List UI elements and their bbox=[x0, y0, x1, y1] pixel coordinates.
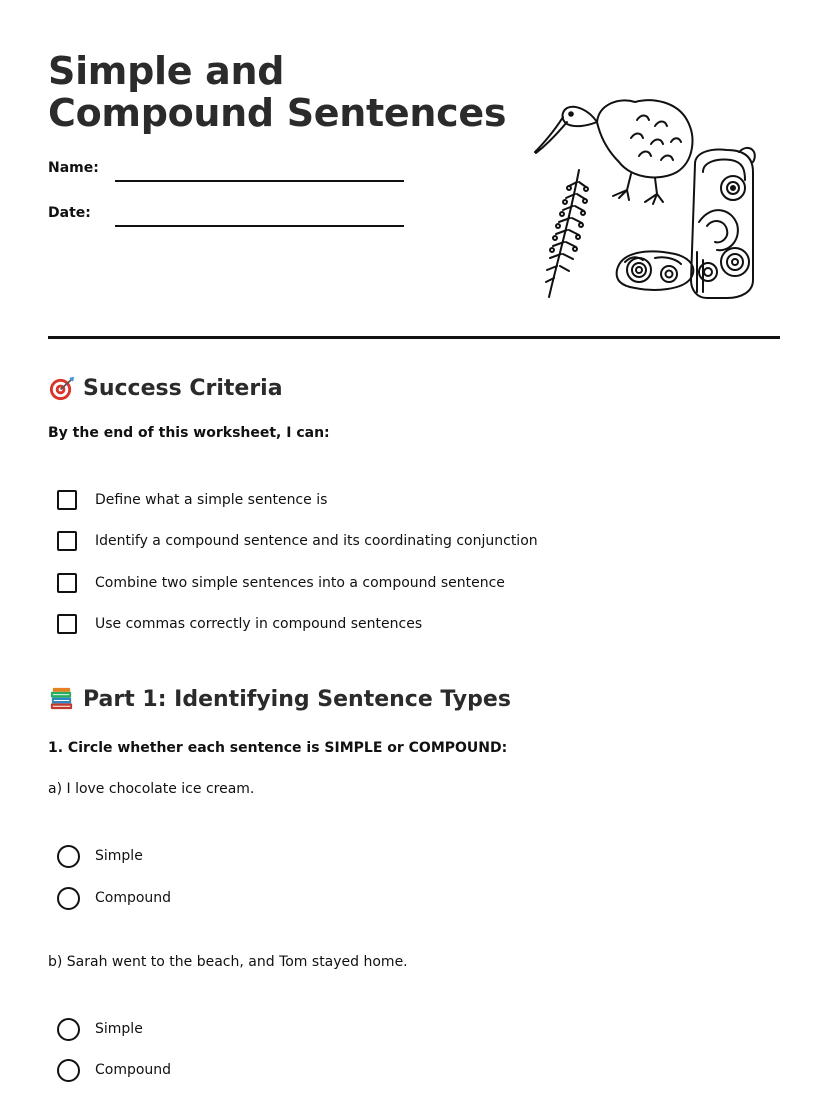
checkbox[interactable] bbox=[57, 614, 77, 634]
section-divider bbox=[48, 336, 780, 339]
question-a-sentence: a) I love chocolate ice cream. bbox=[48, 781, 255, 797]
date-label: Date: bbox=[48, 205, 91, 221]
criteria-label: Identify a compound sentence and its coordinating conjunction bbox=[95, 533, 538, 549]
kiwi-bird-icon bbox=[535, 100, 692, 204]
radio-button[interactable] bbox=[57, 1059, 80, 1082]
criteria-label: Combine two simple sentences into a compound sentence bbox=[95, 575, 505, 591]
success-criteria-title: Success Criteria bbox=[83, 376, 283, 401]
criteria-label: Define what a simple sentence is bbox=[95, 492, 328, 508]
part1-title: Part 1: Identifying Sentence Types bbox=[83, 687, 511, 712]
checkbox[interactable] bbox=[57, 573, 77, 593]
criteria-item[interactable] bbox=[57, 571, 505, 595]
question-a-option-compound[interactable] bbox=[57, 886, 171, 910]
part1-instruction: 1. Circle whether each sentence is SIMPLE or COMPOUND: bbox=[48, 740, 508, 756]
question-b-sentence: b) Sarah went to the beach, and Tom stayed home. bbox=[48, 954, 408, 970]
maori-carving-icon bbox=[617, 148, 755, 298]
worksheet-title: Simple and Compound Sentences bbox=[48, 49, 507, 135]
question-a-option-simple[interactable] bbox=[57, 844, 143, 868]
name-field[interactable] bbox=[115, 180, 404, 182]
radio-button[interactable] bbox=[57, 1018, 80, 1041]
kiwi-fern-carving-illustration bbox=[527, 92, 762, 304]
target-icon bbox=[48, 375, 75, 402]
criteria-item[interactable] bbox=[57, 529, 538, 553]
option-label: Simple bbox=[95, 848, 143, 864]
option-label: Simple bbox=[95, 1021, 143, 1037]
option-label: Compound bbox=[95, 1062, 172, 1078]
option-label: Compound bbox=[95, 890, 172, 906]
date-field[interactable] bbox=[115, 225, 404, 227]
part1-heading bbox=[48, 686, 511, 713]
checkbox[interactable] bbox=[57, 490, 77, 510]
criteria-label: Use commas correctly in compound sentences bbox=[95, 616, 423, 632]
fern-icon bbox=[546, 170, 588, 297]
criteria-item[interactable] bbox=[57, 488, 327, 512]
radio-button[interactable] bbox=[57, 887, 80, 910]
question-b-option-simple[interactable] bbox=[57, 1017, 143, 1041]
checkbox[interactable] bbox=[57, 531, 77, 551]
success-criteria-heading bbox=[48, 375, 283, 402]
books-icon bbox=[48, 686, 75, 713]
criteria-item[interactable] bbox=[57, 612, 422, 636]
name-label: Name: bbox=[48, 160, 99, 176]
radio-button[interactable] bbox=[57, 845, 80, 868]
success-intro: By the end of this worksheet, I can: bbox=[48, 425, 330, 441]
question-b-option-compound[interactable] bbox=[57, 1058, 171, 1082]
